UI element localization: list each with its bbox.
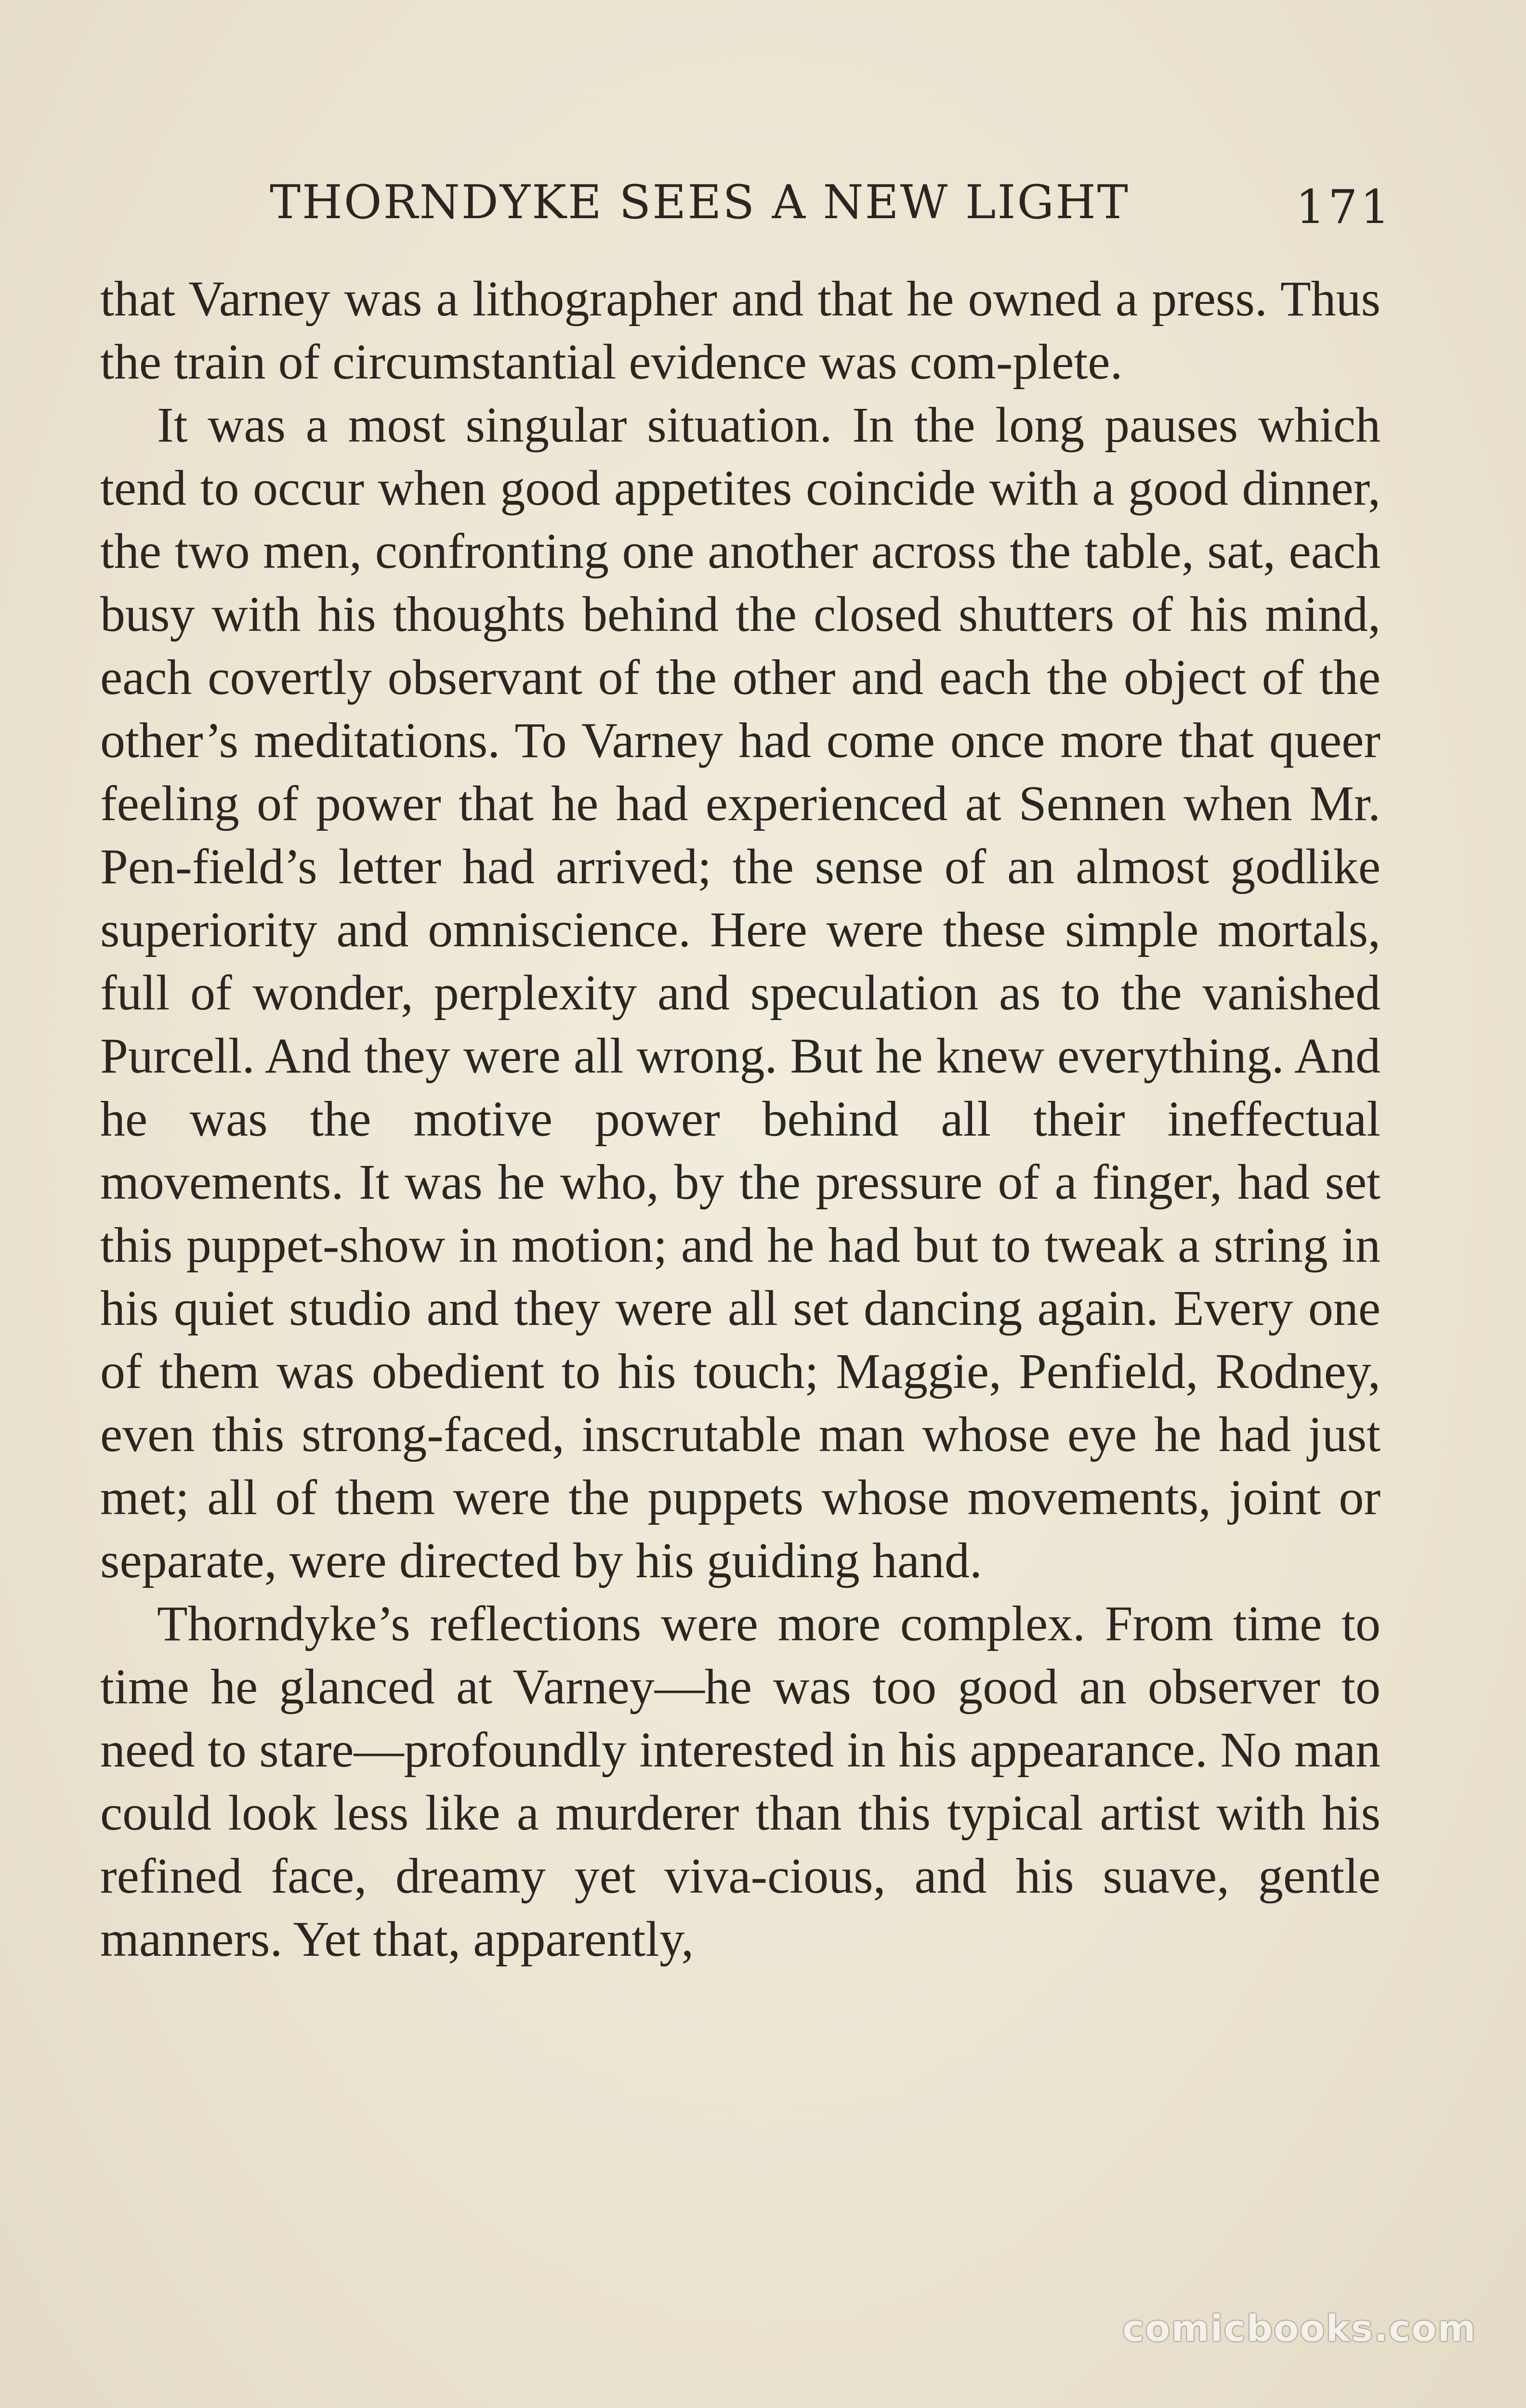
paragraph-2: It was a most singular situation. In the long pauses which tend to occur when good appetites coincide with a good dinner, the two men, confronting one another across the table, sat, each busy with his thoughts behind the closed shutters of his mind, each covertly observant of the other and each the object of the other’s meditations. To Varney had come once more that queer feeling of power that he had experienced at Sennen when Mr. Pen-field’s letter had arrived; the sense of an almost godlike superiority and omniscience. Here were these simple mortals, full of wonder, perplexity and speculation as to the vanished Purcell. And they were all wrong. But he knew everything. And he was the motive power behind all their ineffectual movements. It was he who, by the pressure of a finger, had set this puppet-show in motion; and he had but to tweak a string in his quiet studio and they were all set dancing again. Every one of them was obedient to his touch; Maggie, Penfield, Rodney, even this strong-faced, inscrutable man whose eye he had just met; all of them were the puppets whose movements, joint or separate, were directed by his guiding hand. (100, 397, 1381, 1588)
paragraph-3: Thorndyke’s reflections were more complex. From time to time he glanced at Varney—he was too good an observer to need to stare—profoundly interested in his appearance. No man could look less like a murderer than this typical artist with his refined face, dreamy yet viva-cious, and his suave, gentle manners. Yet that, apparently, (100, 1596, 1381, 1967)
body-text (100, 267, 1381, 1971)
running-head-title: THORNDYKE SEES A NEW LIGHT (270, 175, 1130, 229)
paragraph-1-continuation: that Varney was a lithographer and that he owned a press. Thus the train of circumstantial evidence was com-plete. (100, 271, 1381, 390)
watermark-text: comicbooks.com (1122, 2307, 1477, 2350)
page-number: 171 (1296, 180, 1393, 234)
